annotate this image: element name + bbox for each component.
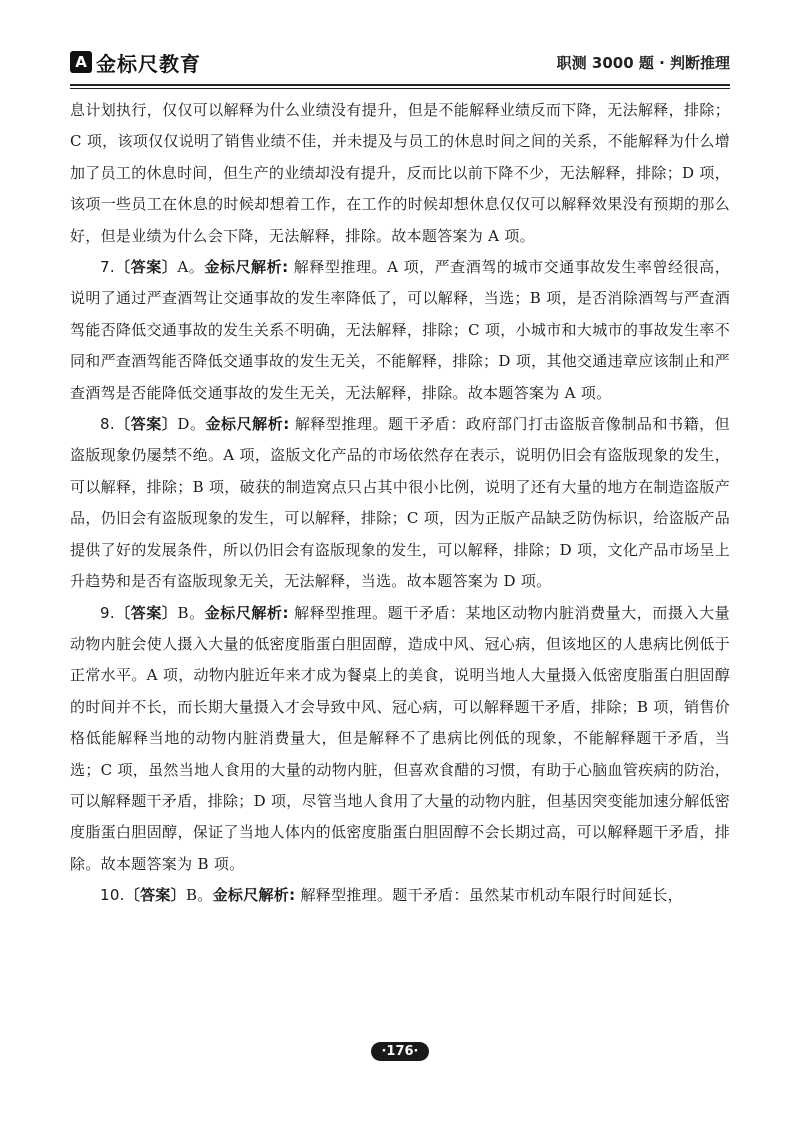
analysis-text: 解释型推理。A 项，严查酒驾的城市交通事故发生率曾经很高，说明了通过严查酒驾让交通事故的发生率降低了，可以解释，当选；B 项，是否消除酒驾与严查酒驾能否降低交通事故的发生关系不明确，无法解释，排除；C 项，小城市和大城市的事故发生率不同和严查酒驾能否降低交通事故的发生无关，不能解释，排除；D 项，其他交通违章应该制止和严查酒驾是否能降低交通事故的发生无关，无法解释，排除。故本题答案为 A 项。 bbox=[70, 258, 730, 402]
answer-letter: B。 bbox=[177, 603, 205, 622]
answer-letter: A。 bbox=[177, 258, 205, 277]
analysis-text: 解释型推理。题干矛盾：虽然某市机动车限行时间延长， bbox=[295, 886, 683, 905]
answer-item-10 bbox=[70, 880, 730, 911]
answer-item-9 bbox=[70, 598, 730, 881]
page-header bbox=[70, 44, 730, 80]
answer-tag: 〔答案〕 bbox=[124, 886, 186, 905]
item-number: 7. bbox=[100, 258, 115, 277]
logo-icon: A bbox=[70, 51, 92, 73]
logo-text: 金标尺教育 bbox=[96, 51, 201, 76]
header-rule bbox=[70, 84, 730, 86]
item-number: 10. bbox=[100, 886, 125, 905]
answer-item-8 bbox=[70, 409, 730, 597]
item-number: 9. bbox=[100, 603, 115, 622]
analysis-label: 金标尺解析: bbox=[212, 886, 296, 905]
header-rule-thin bbox=[70, 88, 730, 89]
page-number: ·176· bbox=[371, 1042, 428, 1061]
continuation-paragraph: 息计划执行，仅仅可以解释为什么业绩没有提升，但是不能解释业绩反而下降，无法解释，排除；C 项，该项仅仅说明了销售业绩不佳，并未提及与员工的休息时间之间的关系，不能解释为什么增加了员工的休息时间，但生产的业绩却没有提升，反而比以前下降不少，无法解释，排除；D 项，该项一些员工在休息的时候却想着工作，在工作的时候却想休息仅仅可以解释效果没有预期的那么好，但是业绩为什么会下降，无法解释，排除。故本题答案为 A 项。 bbox=[70, 101, 730, 245]
answer-tag: 〔答案〕 bbox=[114, 258, 178, 277]
analysis-label: 金标尺解析: bbox=[205, 415, 290, 434]
answer-item-7 bbox=[70, 252, 730, 409]
page-footer bbox=[0, 1042, 800, 1061]
analysis-label: 金标尺解析: bbox=[204, 258, 289, 277]
book-title: 职测 3000 题 · 判断推理 bbox=[556, 53, 730, 72]
answer-letter: B。 bbox=[185, 886, 213, 905]
item-number: 8. bbox=[100, 415, 115, 434]
analysis-text: 解释型推理。题干矛盾：政府部门打击盗版音像制品和书籍，但盗版现象仍屡禁不绝。A 项，盗版文化产品的市场依然存在表示，说明仍旧会有盗版现象的发生，可以解释，排除；B 项，破获的制造窝点只占其中很小比例，说明了还有大量的地方在制造盗版产品，仍旧会有盗版现象的发生，可以解释，排除；C 项，因为正版产品缺乏防伪标识，给盗版产品提供了好的发展条件，所以仍旧会有盗版现象的发生，可以解释，排除；D 项，文化产品市场呈上升趋势和是否有盗版现象无关，无法解释，当选。故本题答案为 D 项。 bbox=[70, 415, 730, 591]
publisher-logo bbox=[70, 48, 201, 77]
analysis-text: 解释型推理。题干矛盾：某地区动物内脏消费量大，而摄入大量动物内脏会使人摄入大量的低密度脂蛋白胆固醇，造成中风、冠心病，但该地区的人患病比例低于正常水平。A 项，动物内脏近年来才成为餐桌上的美食，说明当地人大量摄入低密度脂蛋白胆固醇的时间并不长，而长期大量摄入才会导致中风、冠心病，可以解释题干矛盾，排除；B 项，销售价格低能解释当地的动物内脏消费量大，但是解释不了患病比例低的现象，不能解释题干矛盾，当选；C 项，虽然当地人食用的大量的动物内脏，但喜欢食醋的习惯，有助于心脑血管疾病的防治，可以解释题干矛盾，排除；D 项，尽管当地人食用了大量的动物内脏，但基因突变能加速分解低密度脂蛋白胆固醇，保证了当地人体内的低密度脂蛋白胆固醇不会长期过高，可以解释题干矛盾，排除。故本题答案为 B 项。 bbox=[70, 603, 730, 873]
answer-letter: D。 bbox=[177, 415, 206, 434]
answer-tag: 〔答案〕 bbox=[114, 415, 178, 434]
answer-tag: 〔答案〕 bbox=[114, 603, 178, 622]
page-body bbox=[70, 95, 730, 912]
analysis-label: 金标尺解析: bbox=[204, 603, 289, 622]
